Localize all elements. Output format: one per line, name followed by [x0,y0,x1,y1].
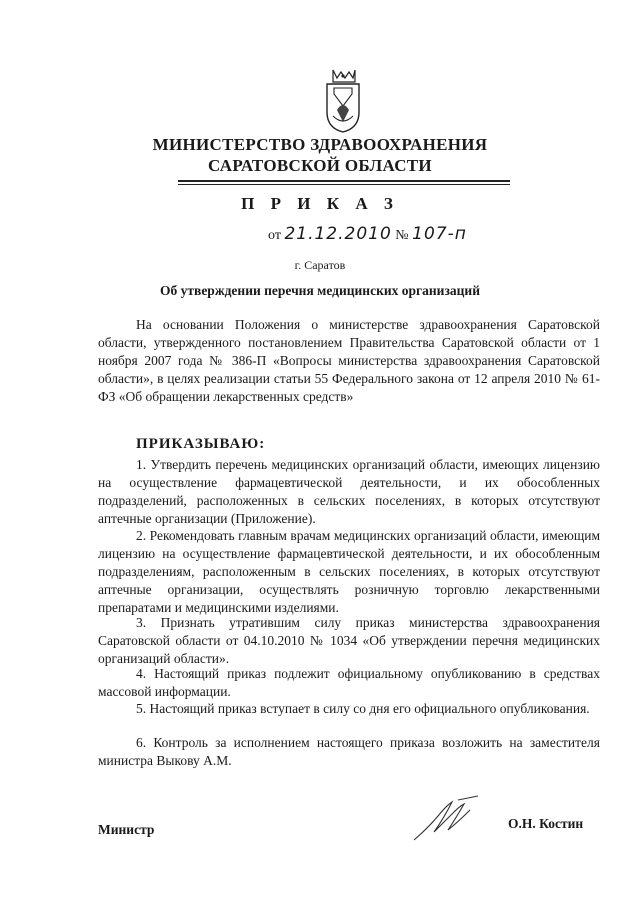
command-heading: ПРИКАЗЫВАЮ: [136,436,266,452]
header-divider [178,180,510,182]
order-item-3 [98,614,600,668]
order-item-text: 3. Признать утратившим силу приказ министерства здравоохранения Саратовской области от 04.10.2010 № 1034 «Об утверждении перечня медицинских организаций области». [98,615,600,666]
order-item-1 [98,456,600,528]
ministry-name-line2: САРАТОВСКОЙ ОБЛАСТИ [208,156,432,175]
header-divider-thin [178,184,510,185]
preamble-paragraph [98,316,600,406]
signatory-title: Министр [98,822,155,837]
order-item-text: 5. Настоящий приказ вступает в силу со дня его официального опубликования. [136,701,590,716]
date-prefix: от [268,228,281,243]
ministry-name-line1: МИНИСТЕРСТВО ЗДРАВООХРАНЕНИЯ [152,135,488,154]
number-prefix: № [395,228,409,243]
order-item-text: 6. Контроль за исполнением настоящего приказа возложить на заместителя министра Выкову А.М. [98,735,600,768]
order-date-number [268,224,467,244]
ministry-header [0,134,640,176]
order-item-5 [98,700,600,718]
order-item-4 [98,665,600,701]
order-item-text: 1. Утвердить перечень медицинских организаций области, имеющих лицензию на осуществление фармацевтической деятельности, и их обособленных подразделений, расположенных в сельских поселениях, в которых отсутствуют аптечные организации (Приложение). [98,457,600,526]
city-line: г. Саратов [294,258,346,272]
order-item-text: 2. Рекомендовать главным врачам медицинских организаций области, имеющим лицензию на осуществление фармацевтической деятельности, и их обособленным подразделениям, расположенным в сельских поселениях, в которых отсутствуют аптечные организации, осуществлять розничную торговлю лекарственными препаратами и медицинскими изделиями. [98,528,600,615]
handwritten-signature-icon [408,792,488,848]
handwritten-number: 107-п [412,224,467,244]
order-item-6 [98,734,600,770]
order-title: П Р И К А З [241,194,399,213]
preamble-text: На основании Положения о министерстве здравоохранения Саратовской области, утвержденного постановлением Правительства Саратовской области от 1 ноября 2007 года № 386-П «Вопросы министерства здравоохранения Саратовской области», в целях реализации статьи 55 Федерального закона от 12 апреля 2010 № 61-ФЗ «Об обращении лекарственных средств» [98,317,600,404]
order-item-text: 4. Настоящий приказ подлежит официальному опубликованию в средствах массовой информации. [98,666,600,699]
signatory-name: О.Н. Костин [508,816,584,831]
order-item-2 [98,527,600,617]
handwritten-date: 21.12.2010 [284,224,392,244]
saratov-coat-of-arms-icon [321,66,365,134]
order-subject: Об утверждении перечня медицинских организаций [160,283,480,298]
